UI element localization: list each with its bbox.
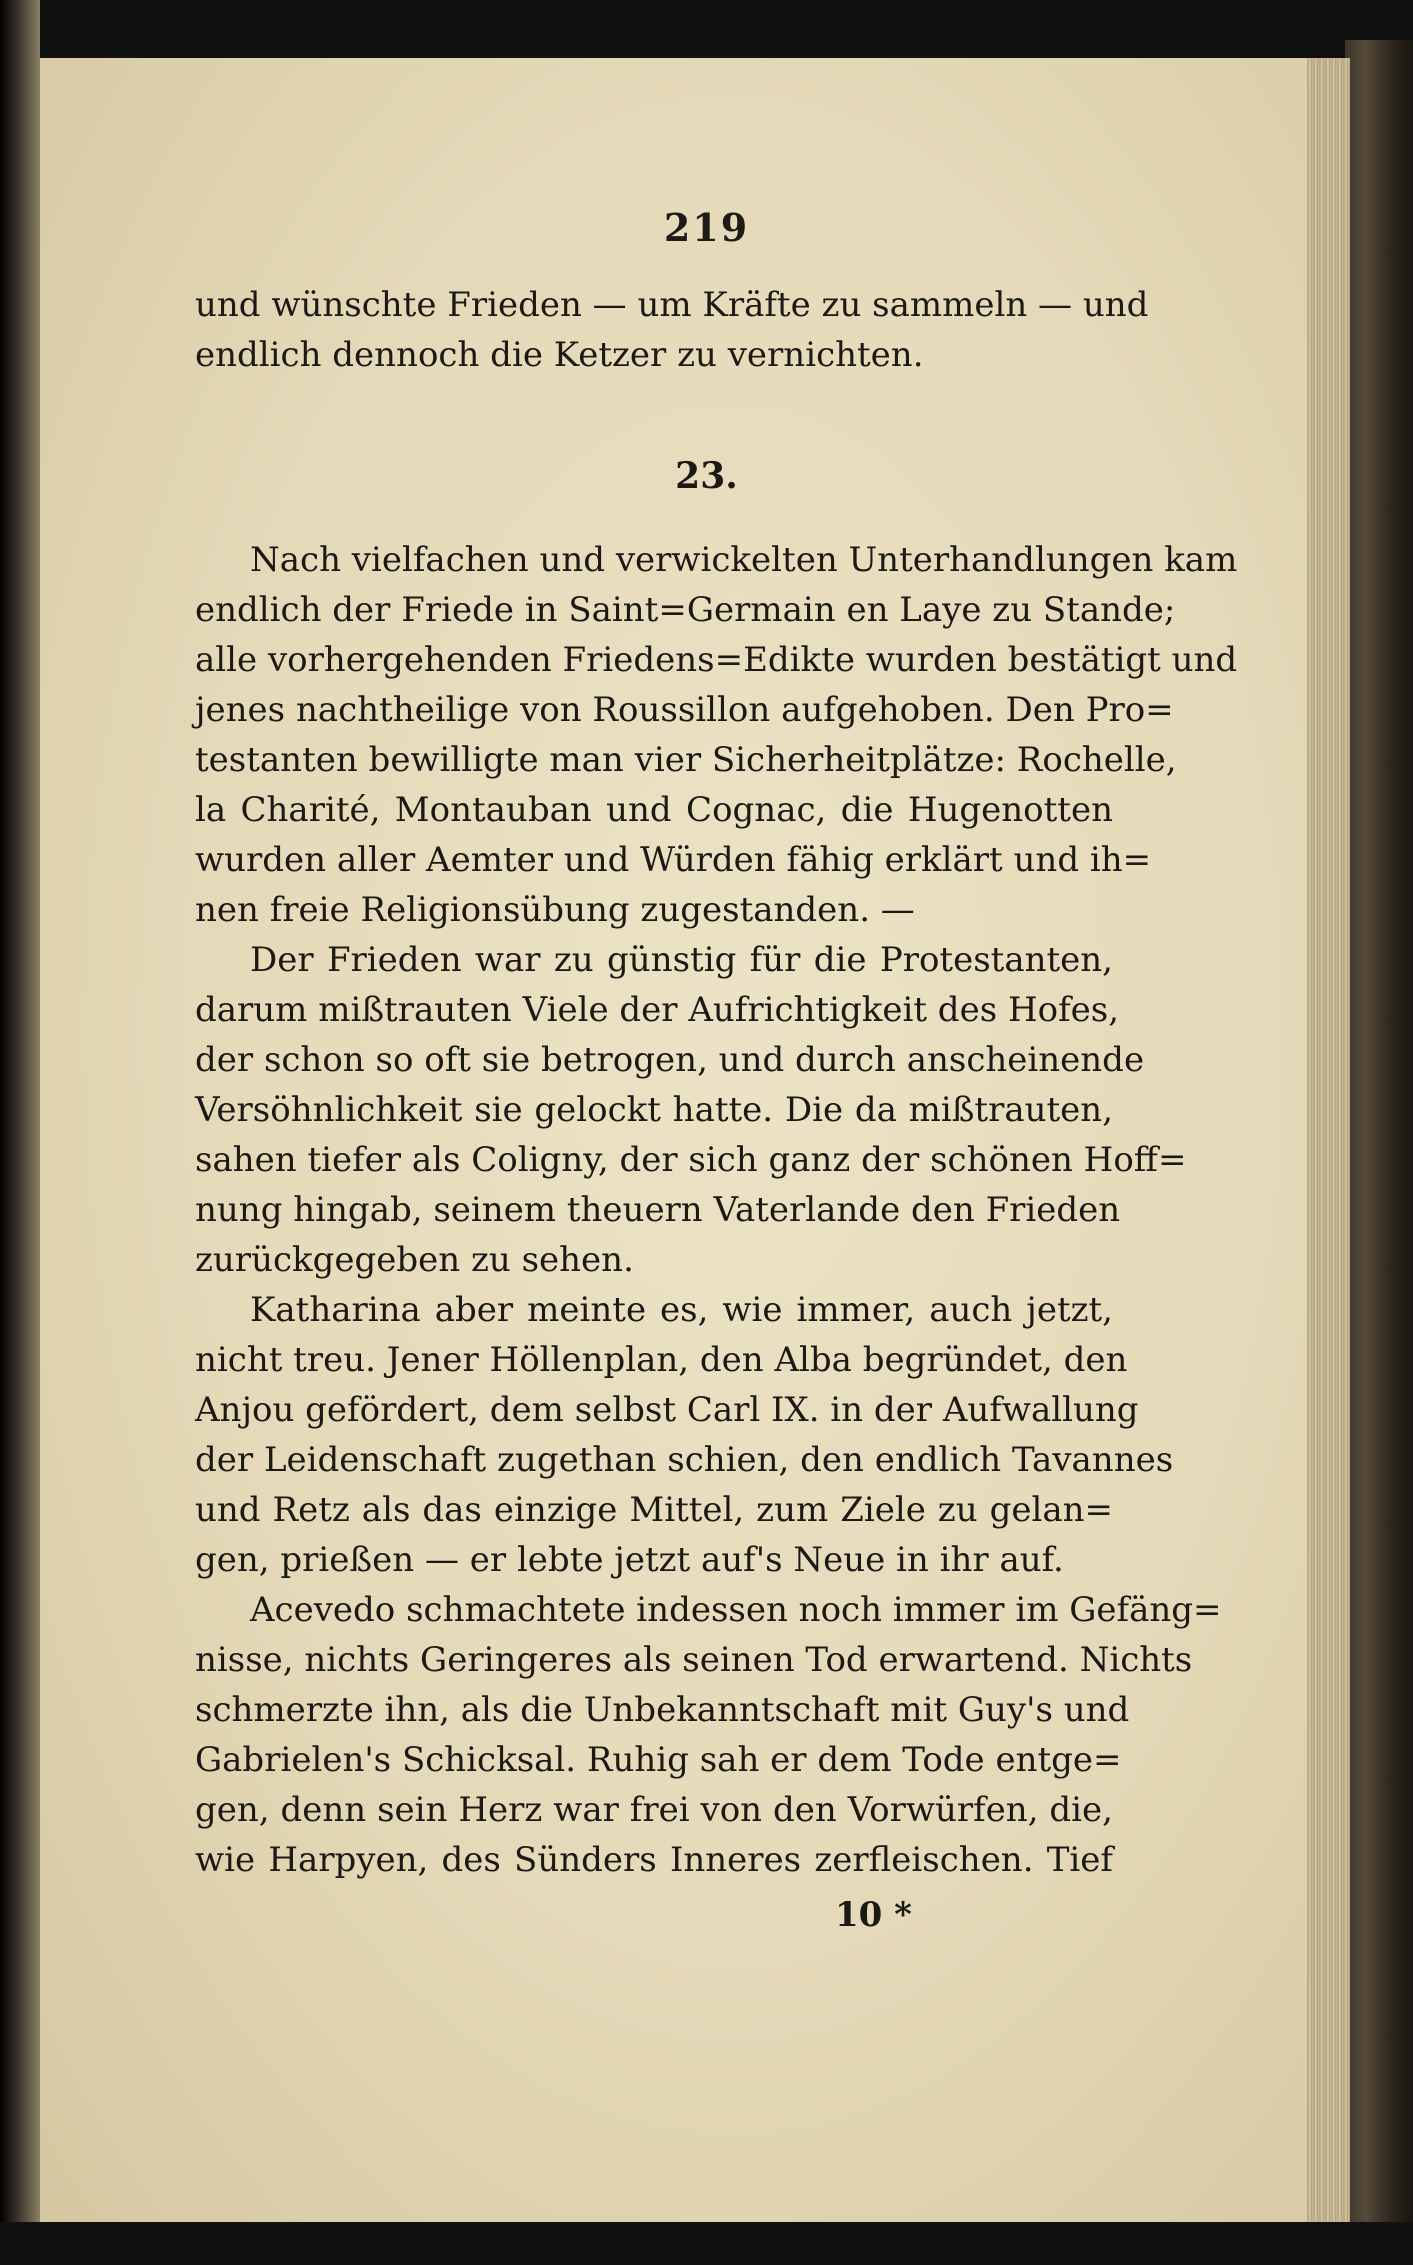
- text-line: endlich der Friede in Saint=Germain en Laye zu Stande;: [195, 590, 1176, 630]
- scan-top-border: [0, 0, 1413, 58]
- spine-shadow: [0, 0, 40, 2265]
- book-cover-edge: [1345, 40, 1413, 2225]
- text-line: endlich dennoch die Ketzer zu vernichten.: [195, 335, 924, 375]
- text-line: jenes nachtheilige von Roussillon aufgehoben. Den Pro=: [195, 690, 1174, 730]
- paragraph-1: [195, 535, 1238, 1885]
- text-line: der Leidenschaft zugethan schien, den endlich Tavannes: [195, 1440, 1174, 1480]
- opening-text: [195, 280, 1149, 380]
- text-line: und wünschte Frieden — um Kräfte zu sammeln — und: [195, 285, 1149, 325]
- text-line: schmerzte ihn, als die Unbekanntschaft mit Guy's und: [195, 1690, 1130, 1730]
- page-stack-edges: [1300, 58, 1350, 2223]
- signature-mark: 10 *: [835, 1895, 912, 1935]
- text-line: Nach vielfachen und verwickelten Unterhandlungen kam: [250, 540, 1238, 580]
- text-line: und Retz als das einzige Mittel, zum Ziele zu gelan=: [195, 1490, 1113, 1530]
- text-line: wie Harpyen, des Sünders Inneres zerfleischen. Tief: [195, 1840, 1113, 1880]
- section-number: 23.: [675, 455, 738, 497]
- text-line: darum mißtrauten Viele der Aufrichtigkeit des Hofes,: [195, 990, 1120, 1030]
- text-line: Der Frieden war zu günstig für die Protestanten,: [250, 940, 1113, 980]
- text-line: gen, prießen — er lebte jetzt auf's Neue in ihr auf.: [195, 1540, 1064, 1580]
- text-line: Acevedo schmachtete indessen noch immer im Gefäng=: [250, 1590, 1222, 1630]
- text-line: alle vorhergehenden Friedens=Edikte wurden bestätigt und: [195, 640, 1238, 680]
- text-line: nisse, nichts Geringeres als seinen Tod erwartend. Nichts: [195, 1640, 1193, 1680]
- text-line: Gabrielen's Schicksal. Ruhig sah er dem Tode entge=: [195, 1740, 1122, 1780]
- text-line: gen, denn sein Herz war frei von den Vorwürfen, die,: [195, 1790, 1113, 1830]
- scan-bottom-border: [0, 2222, 1413, 2265]
- text-line: Katharina aber meinte es, wie immer, auch jetzt,: [250, 1290, 1113, 1330]
- text-line: nicht treu. Jener Höllenplan, den Alba begründet, den: [195, 1340, 1128, 1380]
- text-line: nen freie Religionsübung zugestanden. —: [195, 890, 915, 930]
- text-line: sahen tiefer als Coligny, der sich ganz der schönen Hoff=: [195, 1140, 1187, 1180]
- page-number: 219: [663, 205, 750, 250]
- text-line: Anjou gefördert, dem selbst Carl IX. in der Aufwallung: [195, 1390, 1139, 1430]
- text-line: la Charité, Montauban und Cognac, die Hugenotten: [195, 790, 1113, 830]
- text-line: nung hingab, seinem theuern Vaterlande den Frieden: [195, 1190, 1121, 1230]
- text-line: der schon so oft sie betrogen, und durch anscheinende: [195, 1040, 1145, 1080]
- text-line: Versöhnlichkeit sie gelockt hatte. Die da mißtrauten,: [195, 1090, 1113, 1130]
- text-line: testanten bewilligte man vier Sicherheitplätze: Rochelle,: [195, 740, 1177, 780]
- text-line: zurückgegeben zu sehen.: [195, 1240, 634, 1280]
- text-line: wurden aller Aemter und Würden fähig erklärt und ih=: [195, 840, 1152, 880]
